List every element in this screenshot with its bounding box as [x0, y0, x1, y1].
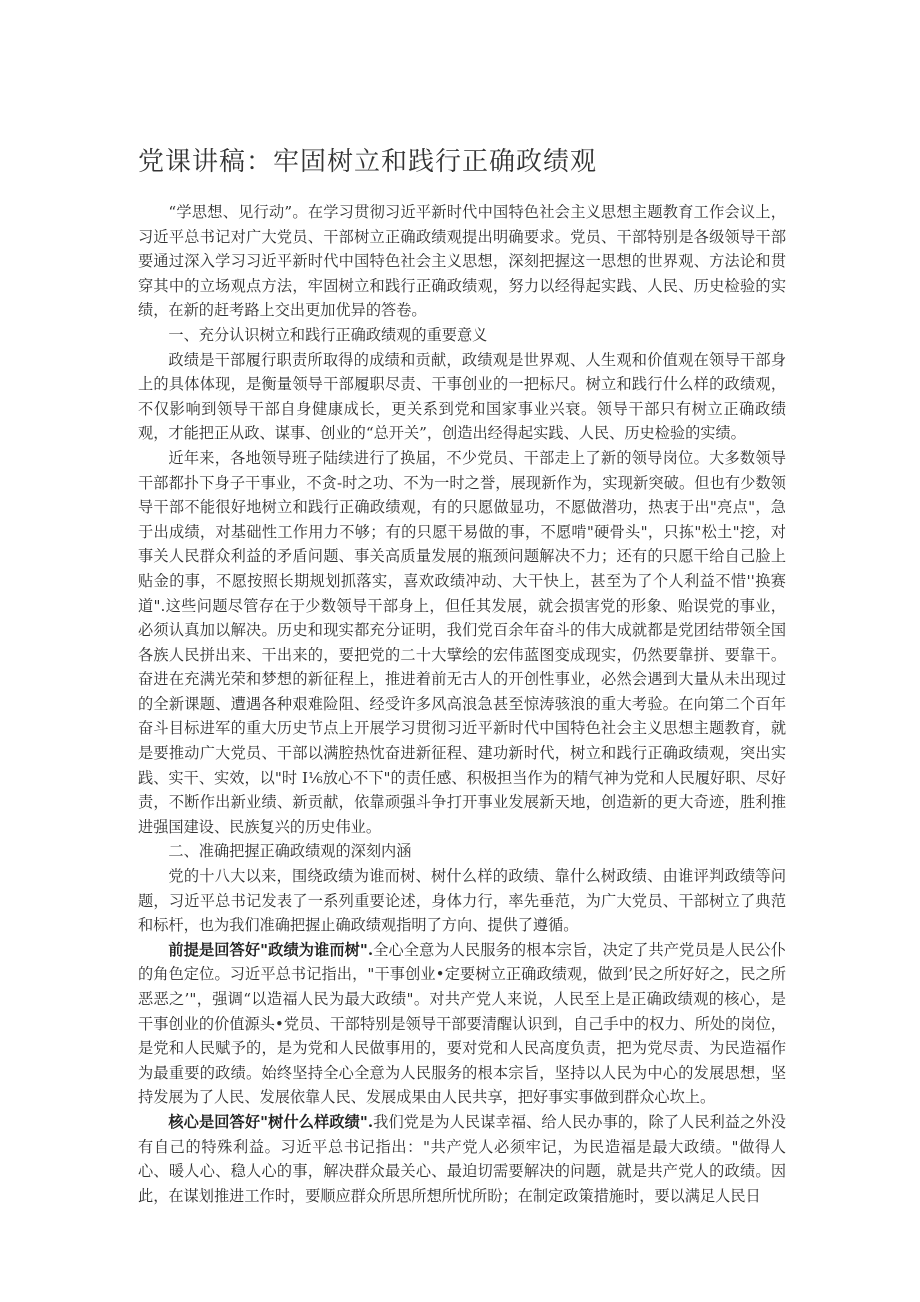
section-2-paragraph-3-body: 我们党是为人民谋幸福、给人民办事的，除了人民利益之外没有自己的特殊利益。习近平总书记指出："共产党人必须牢记，为民造福是最大政绩。"做得人心、暖人心、稳人心的事，解决群众最关心、最迫切需要解决的问题，就是共产党人的政绩。因此，在谋划推进工作时，要顺应群众所思所想所忧所盼；在制定政策措施时，要以满足人民日: [138, 1112, 786, 1205]
section-1-paragraph-1: 政绩是干部履行职责所取得的成绩和贡献，政绩观是世界观、人生观和价值观在领导干部身上的具体体现，是衡量领导干部履职尽责、干事创业的一把标尺。树立和践行什么样的政绩观，不仅影响到领导干部自身健康成长，更关系到党和国家事业兴衰。领导干部只有树立正确政绩观，才能把正从政、谋事、创业的“总开关”，创造出经得起实践、人民、历史检验的实绩。: [138, 350, 786, 443]
intro-paragraph: “学思想、见行动”。在学习贯彻习近平新时代中国特色社会主义思想主题教育工作会议上，习近平总书记对广大党员、干部树立正确政绩观提出明确要求。党员、干部特别是各级领导干部要通过深入学习习近平新时代中国特色社会主义思想，深刻把握这一思想的世界观、方法论和贯穿其中的立场观点方法，牢固树立和践行正确政绩观，努力以经得起实践、人民、历史检验的实绩，在新的赶考路上交出更加优异的答卷。: [138, 203, 786, 320]
document-title: 党课讲稿：牢固树立和践行正确政绩观: [138, 147, 598, 177]
section-2-paragraph-2-body: 全心全意为人民服务的根本宗旨，决定了共产党员是人民公仆的角色定位。习近平总书记指出，"干事创业•定要树立正确政绩观，做到’民之所好好之，民之所恶恶之’"，强调“以造福人民为最大政绩"。对共产党人来说，人民至上是正确政绩观的核心，是干事创业的价值源头•党员、干部特别是领导干部要清醒认识到，自己手中的权力、所处的岗位，是党和人民赋予的，是为党和人民做事用的，要对党和人民高度负责，把为党尽责、为民造福作为最重要的政绩。始终坚持全心全意为人民服务的根本宗旨，坚持以人民为中心的发展思想，坚持发展为了人民、发展依靠人民、发展成果由人民共享，把好事实事做到群众心坎上。: [138, 940, 786, 1107]
document-page: [138, 140, 786, 1208]
section-1-paragraph-2: 近年来，各地领导班子陆续进行了换届，不少党员、干部走上了新的领导岗位。大多数领导干部都扑下身子干事业，不贪-时之功、不为一时之誉，展现新作为，实现新突破。但也有少数领导干部不能很好地树立和践行正确政绩观，有的只愿做显功，不愿做潜功，热衷于出"亮点"，急于出成绩，对基础性工作用力不够；有的只愿干易做的事，不愿啃"硬骨头"，只拣"松土"挖，对事关人民群众利益的矛盾问题、事关高质量发展的瓶颈问题解决不力；还有的只愿干给自己脸上贴金的事，不愿按照长期规划抓落实，喜欢政绩冲动、大干快上，甚至为了个人利益不惜''换赛道".这些问题尽管存在于少数领导干部身上，但任其发展，就会损害党的形象、贻误党的事业，必须认真加以解决。历史和现实都充分证明，我们党百余年奋斗的伟大成就都是党团结带领全国各族人民拼出来、干出来的，要把党的二十大擘绘的宏伟蓝图变成现实，仍然要靠拼、要靠干。奋进在充满光荣和梦想的新征程上，推进着前无古人的开创性事业，必然会遇到大量从未出现过的全新课题、遭遇各种艰难险阻、经受许多风高浪急甚至惊涛骇浪的重大考验。在向第二个百年奋斗目标进军的重大历史节点上开展学习贯彻习近平新时代中国特色社会主义思想主题教育，就是要推动广大党员、干部以满腔热忱奋进新征程、建功新时代，树立和践行正确政绩观，突出实践、实干、实效，以"时 I⅙放心不下"的责任感、积极担当作为的精气神为党和人民履好职、尽好责，不断作出新业绩、新贡献，依靠顽强斗争打开事业发展新天地，创造新的更大奇迹，胜利推进强国建设、民族复兴的历史伟业。: [138, 448, 786, 836]
section-2-paragraph-3: [138, 1110, 786, 1208]
section-2-paragraph-2: [138, 938, 786, 1110]
section-2-paragraph-1: 党的十八大以来，围绕政绩为谁而树、树什么样的政绩、靠什么树政绩、由谁评判政绩等问题，习近平总书记发表了一系列重要论述，身体力行，率先垂范，为广大党员、干部树立了典范和标杆，也为我们准确把握止确政绩观指明了方向、提供了遵循。: [138, 867, 786, 935]
section-2-paragraph-2-lead: 前提是回答好"政绩为谁而树".: [168, 940, 374, 959]
section-2-heading: 二、准确把握正确政绩观的深刻内涵: [168, 842, 412, 861]
section-2-paragraph-3-lead: 核心是回答好"树什么样政绩".: [168, 1112, 374, 1131]
section-1-heading: 一、充分认识树立和践行正确政绩观的重要意义: [168, 325, 488, 344]
